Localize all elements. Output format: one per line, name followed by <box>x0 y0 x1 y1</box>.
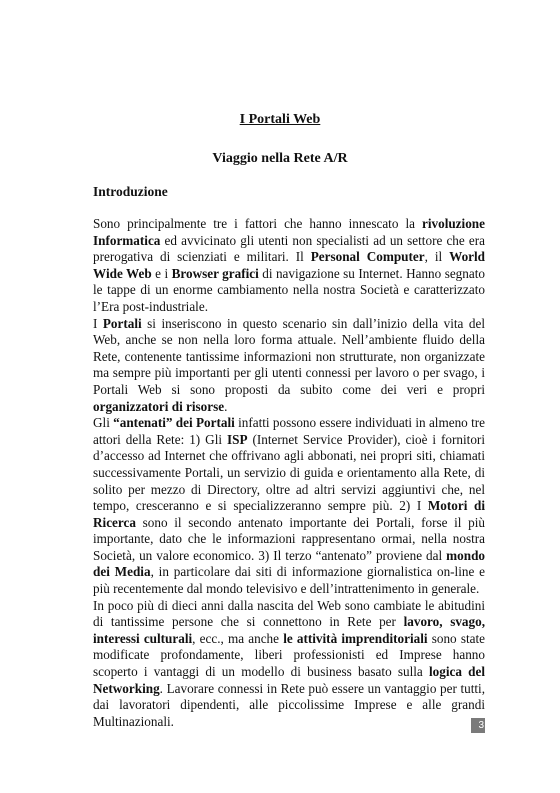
paragraph-2: I Portali si inseriscono in questo scenario sin dall’inizio della vita del Web, anche se non nella loro forma attuale. Nell’ambiente fluido della Rete, contenente tantissime informazioni non strutturate, non organizzate ma sempre più importanti per gli utenti connessi per lavoro o per svago, i Portali Web si sono proposti da subito come dei veri e propri organizzatori di risorse. <box>93 315 485 414</box>
document-title: I Portali Web <box>239 112 321 127</box>
bold-text: “antenati” dei Portali <box>113 415 235 431</box>
bold-text: mondo dei Media <box>93 547 485 580</box>
bold-text: logica del Networking <box>93 664 485 696</box>
bold-text: lavoro, svago, interessi culturali <box>93 614 486 646</box>
document-subtitle: Viaggio nella Rete A/R <box>212 151 348 166</box>
bold-text: Browser grafici <box>171 265 259 281</box>
bold-text: rivoluzione Informatica <box>93 216 485 248</box>
paragraph-1: Sono principalmente tre i fattori che hanno innescato la rivoluzione Informatica ed avvicinato gli utenti non specialisti ad un settore che era prerogativa di scienziati e militari. Il Personal Computer, il World Wide Web e i Browser grafici di navigazione su Internet. Hanno segnato le tappe di un enorme cambiamento nella nostra Società e caratterizzato l’Era post-industriale. <box>93 216 486 314</box>
bold-text: organizzatori di risorse <box>93 398 225 414</box>
bold-text: le attività imprenditoriali <box>283 630 428 646</box>
bold-text: Personal Computer <box>310 249 425 265</box>
page-number: 3 <box>471 718 485 733</box>
paragraph-3: Gli “antenati” dei Portali infatti possono essere individuati in almeno tre attori della Rete: 1) Gli ISP (Internet Service Provider), cioè i fornitori d’accesso ad Internet che offrivano agli abbonati, nei propri siti, chiamati successivamente Portali, un servizio di guida e orientamento alla Rete, di solito per mezzo di Directory, oltre ad altri servizi aggiuntivi che, nel tempo, cresceranno e si specializzeranno sempre più. 2) I Motori di Ricerca sono il secondo antenato importante dei Portali, forse il più importante, dato che le informazioni rappresentano ormai, nella nostra Società, un valore economico. 3) Il terzo “antenato” proviene dal mondo dei Media, in particolare dai siti di informazione giornalistica on-line e più recentemente dal mondo televisivo e dell’intrattenimento in generale. <box>93 415 485 597</box>
bold-text: World Wide Web <box>93 249 486 281</box>
section-heading: Introduzione <box>93 184 168 199</box>
paragraph-4: In poco più di dieci anni dalla nascita del Web sono cambiate le abitudini di tantissime persone che si connettono in Rete per lavoro, svago, interessi culturali, ecc., ma anche le attività imprenditoriali sono state modificate profondamente, liberi professionisti ed Imprese hanno scoperto i vantaggi di un modello di business basato sulla logica del Networking. Lavorare connessi in Rete può essere un vantaggio per tutti, dai lavoratori dipendenti, alle piccolissime Imprese e alle grandi Multinazionali. <box>93 597 486 729</box>
bold-text: ISP <box>227 431 248 447</box>
body-text <box>93 216 485 730</box>
bold-text: Portali <box>102 315 142 331</box>
bold-text: Motori di Ricerca <box>93 498 485 530</box>
